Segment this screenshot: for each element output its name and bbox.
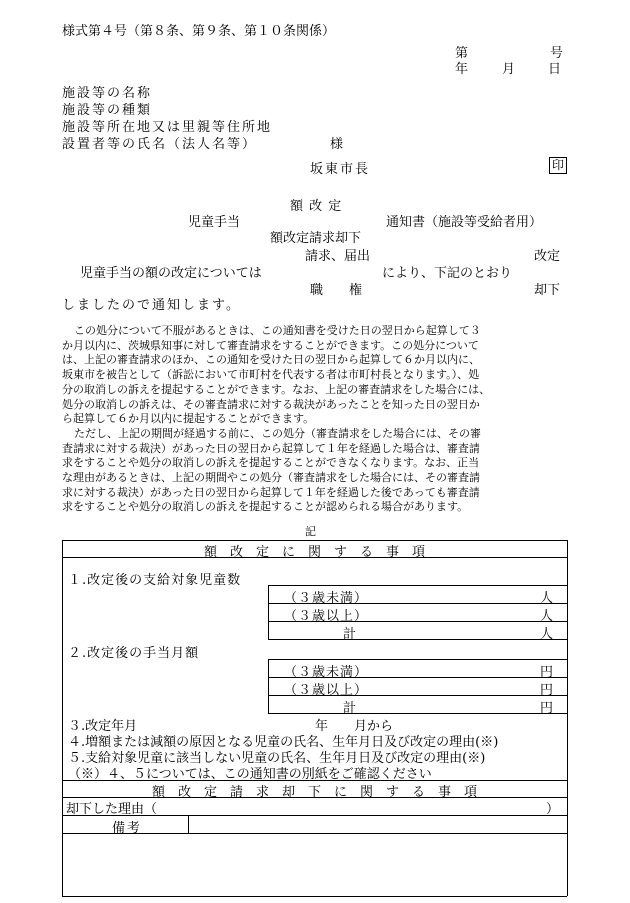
date-year: 年: [455, 62, 469, 77]
notice-line: 求をすることや処分の取消しの訴えを提起することができなくなります。なお、正当: [62, 456, 480, 470]
item3-value: 年 月から: [315, 719, 394, 734]
notice-line: 求に対する裁決）があった日の翌日から起算して１年を経過した後であっても審査請: [62, 485, 480, 499]
doc-no-prefix: 第: [455, 46, 469, 61]
facility-name-label: 施設等の名称: [62, 86, 153, 101]
notice-line: 処分の取消しの訴えは、その審査請求に対する裁決があったことを知った日の翌日か: [62, 397, 480, 411]
date-day: 日: [548, 62, 562, 77]
notice-line: ただし、上記の期間が経過する前に、この処分（審査請求をした場合には、その審: [74, 426, 481, 440]
item2-total-unit: 円: [540, 701, 554, 716]
ki-mark: 記: [305, 525, 316, 538]
notice-line: ら起算して６か月以内に提起することができます。: [62, 412, 315, 426]
notice-line: この処分について不服があるときは、この通知書を受けた日の翌日から起算して３: [74, 324, 481, 337]
notice-line: な理由があるときは、上記の期間やこの処分（審査請求をした場合には、その審査請: [62, 471, 480, 485]
item1-under3-unit: 人: [540, 591, 554, 606]
opt-revise: 改定: [534, 249, 561, 264]
item1-total: 計: [343, 627, 357, 642]
notice-line: は、上記の審査請求のほか、この通知を受けた日の翌日から起算して６か月以内に、: [62, 353, 480, 367]
item1-over3: （３歳以上）: [284, 609, 369, 624]
item2-total: 計: [343, 701, 357, 716]
mayor-name: 坂東市長: [310, 162, 371, 177]
intro-line-left: 児童手当の額の改定については: [80, 266, 262, 281]
notice-text: [62, 324, 572, 515]
notice-line: 坂東市を被告として（訴訟において市町村を代表する者は市町村長となります。）、処: [62, 368, 480, 382]
reject-header: 額 改 定 請 求 却 下 に 関 す る 事 項: [151, 785, 477, 800]
notice-line: 求をすることや処分の取消しの訴えを提起することが認められる場合があります。: [62, 500, 469, 514]
item2-label: ２.改定後の手当月額: [68, 646, 200, 661]
item5-label: ５.支給対象児童に該当しない児童の氏名、生年月日及び改定の理由(※): [68, 751, 486, 766]
remarks-label: 備考: [112, 821, 143, 836]
form-number: 様式第４号（第８条、第９条、第１０条関係）: [62, 24, 336, 39]
item1-under3: （３歳未満）: [284, 591, 369, 606]
item2-under3: （３歳未満）: [284, 665, 369, 680]
opt-authority: 職 権: [310, 283, 363, 298]
item1-label: １.改定後の支給対象児童数: [68, 573, 242, 588]
owner-label: 設置者等の氏名（法人名等）: [62, 137, 258, 152]
opt-reject: 却下: [534, 283, 561, 298]
item2-over3: （３歳以上）: [284, 683, 369, 698]
title-right: 通知書（施設等受給者用）: [386, 215, 543, 230]
address-label: 施設等所在地又は里親等住所地: [62, 120, 273, 135]
honorific: 様: [330, 137, 344, 152]
item1-over3-unit: 人: [540, 609, 554, 624]
item4-label: ４.増額または減額の原因となる児童の氏名、生年月日及び改定の理由(※): [68, 735, 499, 750]
item1-total-unit: 人: [540, 627, 554, 642]
item3-label: ３.改定年月: [68, 719, 138, 734]
item2-under3-unit: 円: [540, 665, 554, 680]
notice-line: 査請求に対する裁決）があった日の翌日から起算して１年を経過した場合は、審査請: [62, 441, 480, 455]
date-month: 月: [502, 62, 516, 77]
notice-line: か月以内に、茨城県知事に対して審査請求をすることができます。この処分について: [62, 338, 479, 352]
title-opt-revise: 額 改 定: [290, 199, 343, 214]
table-header: 額 改 定 に 関 す る 事 項: [203, 545, 425, 560]
doc-no-suffix: 号: [550, 46, 564, 61]
intro-line-right: により、下記のとおり: [382, 266, 513, 281]
opt-request: 請求、届出: [305, 249, 371, 264]
title-left: 児童手当: [188, 215, 241, 230]
title-opt-reject: 額改定請求却下: [270, 231, 362, 246]
item2-over3-unit: 円: [540, 683, 554, 698]
note: （※）４、５については、この通知書の別紙をご確認ください: [68, 767, 432, 782]
facility-type-label: 施設等の種類: [62, 103, 153, 118]
intro-line2: しましたので通知します。: [62, 298, 241, 313]
reject-reason-close: ）: [546, 802, 560, 817]
reject-reason-label: 却下した理由（: [66, 802, 158, 817]
notice-line: 分の取消しの訴えを提起することができます。なお、上記の審査請求をした場合には、: [62, 382, 491, 396]
seal-stamp: 印: [549, 157, 567, 174]
